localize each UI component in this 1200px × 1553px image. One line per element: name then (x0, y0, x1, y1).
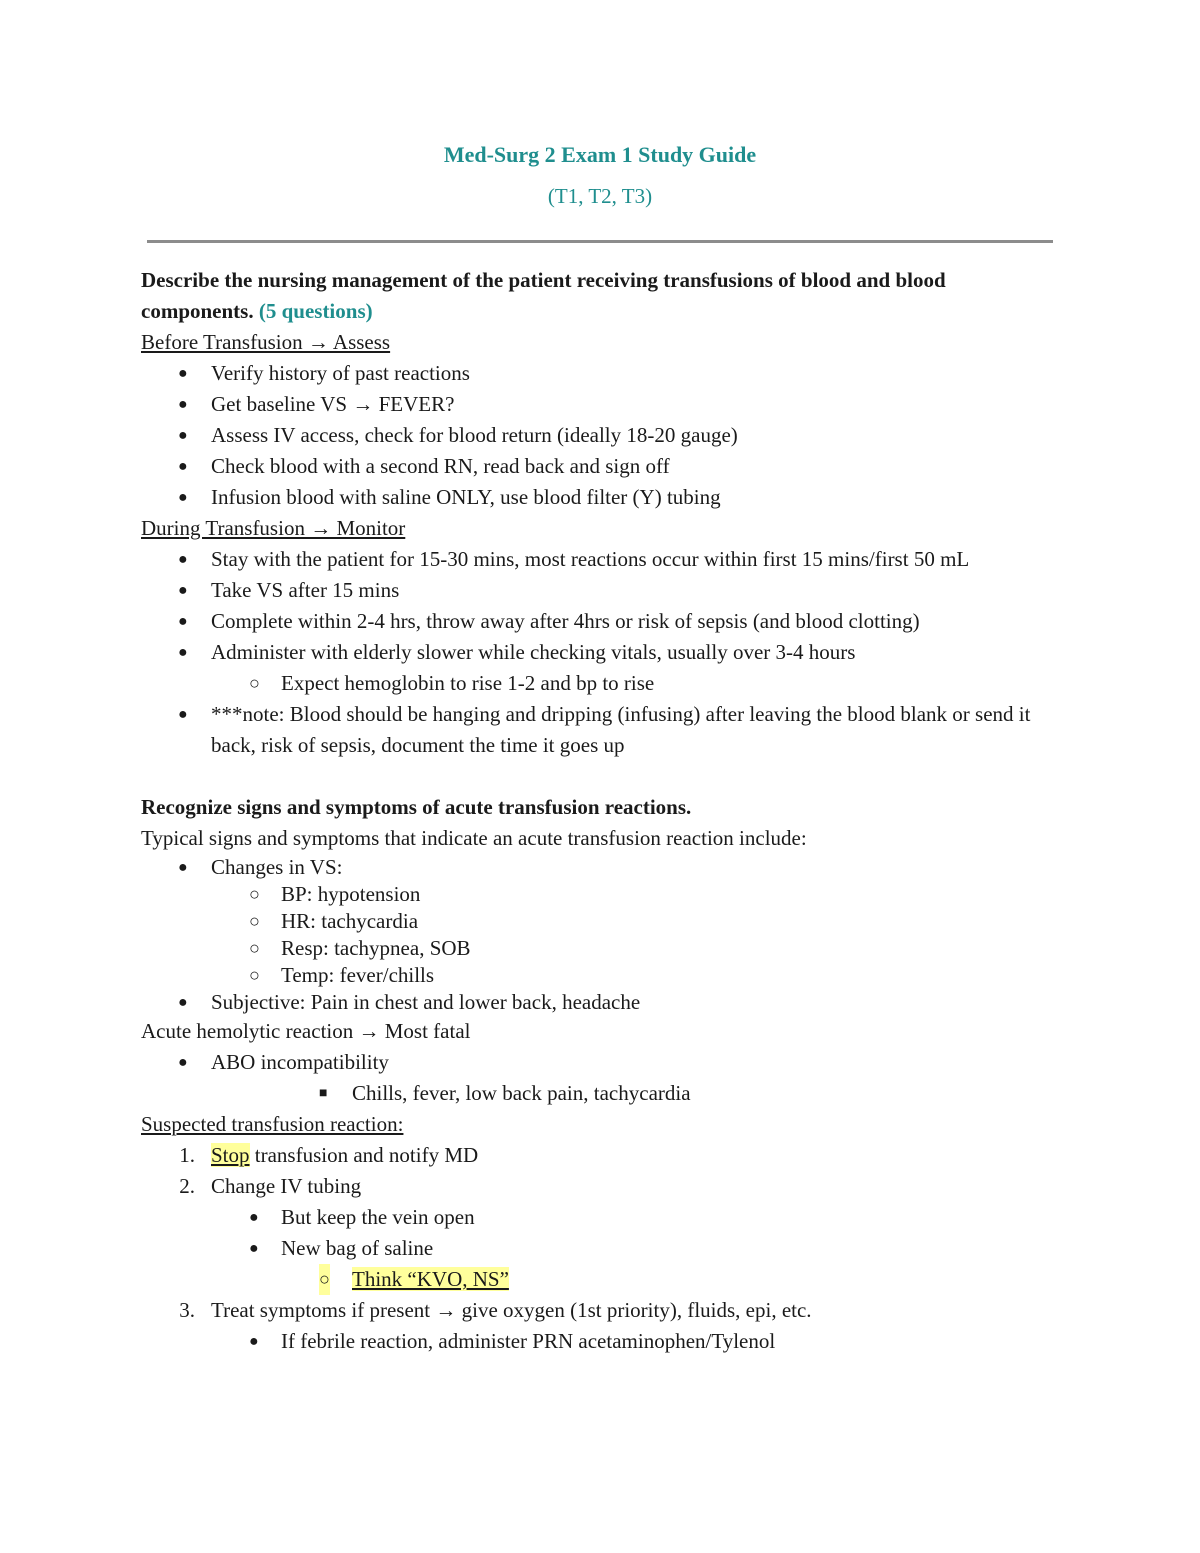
bullet-icon: ● (249, 1209, 259, 1226)
suspected-reaction-label: Suspected transfusion reaction: (141, 1112, 404, 1136)
hemolytic-list (141, 1047, 1051, 1109)
bullet-icon: ● (178, 1054, 188, 1071)
bullet-icon: ● (178, 365, 188, 382)
vs-list (141, 854, 1051, 1016)
bullet-icon: ● (249, 1333, 259, 1350)
list-item: 1. Stop transfusion and notify MD (179, 1143, 479, 1167)
list-subitem: ■ Chills, fever, low back pain, tachycardia (141, 1078, 1051, 1109)
list-item: ● Changes in VS: (178, 855, 343, 879)
circle-bullet-icon: ○ (249, 938, 260, 958)
highlighted-text: Stop (211, 1143, 250, 1167)
before-transfusion-list (141, 358, 1051, 513)
list-subitem: ○ Resp: tachypnea, SOB (249, 936, 471, 960)
document-body (141, 265, 1051, 1357)
bullet-icon: ● (178, 458, 188, 475)
bullet-icon: ● (178, 994, 188, 1011)
list-item: ● ***note: Blood should be hanging and dripping (infusing) after leaving the blood blank or send it back, risk of sepsis, document the time it goes up (141, 699, 1051, 761)
suspected-reaction-steps (141, 1140, 1051, 1357)
document-title: Med-Surg 2 Exam 1 Study Guide (443, 142, 757, 167)
circle-bullet-icon: ○ (249, 884, 260, 904)
horizontal-divider (147, 240, 1053, 243)
bullet-icon: ● (249, 1240, 259, 1257)
list-item: ● Assess IV access, check for blood return (ideally 18-20 gauge) (141, 420, 1051, 451)
list-subitem: ● If febrile reaction, administer PRN acetaminophen/Tylenol (141, 1326, 1051, 1357)
list-item: ● Infusion blood with saline ONLY, use blood filter (Y) tubing (141, 482, 1051, 513)
list-item: 2. Change IV tubing (179, 1174, 362, 1198)
list-item: ● Stay with the patient for 15-30 mins, most reactions occur within first 15 mins/first 50 mL (141, 544, 1051, 575)
square-bullet-icon: ■ (319, 1086, 328, 1101)
list-subitem: ○ Expect hemoglobin to rise 1-2 and bp to rise (141, 668, 1051, 699)
circle-bullet-icon: ○ (249, 965, 260, 985)
list-item: ● Get baseline VS → FEVER? (141, 389, 1051, 420)
bullet-icon: ● (178, 706, 188, 723)
section2-heading: Recognize signs and symptoms of acute transfusion reactions. (141, 795, 692, 819)
list-subitem: ● But keep the vein open (141, 1202, 1051, 1233)
list-subitem (141, 1264, 1051, 1295)
list-item: ● Verify history of past reactions (141, 358, 1051, 389)
list-subitem: ○ BP: hypotension (249, 882, 421, 906)
list-subitem: ○ HR: tachycardia (249, 909, 419, 933)
list-subitem: ○ Temp: fever/chills (249, 963, 435, 987)
section2-intro: Typical signs and symptoms that indicate an acute transfusion reaction include: (141, 826, 807, 850)
bullet-icon: ● (178, 644, 188, 661)
list-item: ● Subjective: Pain in chest and lower back, headache (178, 990, 641, 1014)
bullet-icon: ● (178, 427, 188, 444)
during-transfusion-list (141, 544, 1051, 761)
circle-bullet-icon: ○ (249, 673, 260, 693)
hemolytic-label: Acute hemolytic reaction → Most fatal (141, 1019, 471, 1043)
list-item: ● ABO incompatibility (141, 1047, 1051, 1078)
during-transfusion-label: During Transfusion → Monitor (141, 516, 406, 540)
bullet-icon: ● (178, 396, 188, 413)
bullet-icon: ● (178, 489, 188, 506)
bullet-icon: ● (178, 582, 188, 599)
bullet-icon: ● (178, 613, 188, 630)
circle-bullet-icon: ○ (319, 1264, 330, 1295)
list-item: ● Take VS after 15 mins (141, 575, 1051, 606)
list-item: ● Administer with elderly slower while checking vitals, usually over 3-4 hours (141, 637, 1051, 668)
before-transfusion-label: Before Transfusion → Assess (141, 330, 391, 354)
document-subtitle: (T1, T2, T3) (547, 184, 653, 208)
list-item: ● Complete within 2-4 hrs, throw away after 4hrs or risk of sepsis (and blood clotting) (141, 606, 1051, 637)
list-subitem: ● New bag of saline (141, 1233, 1051, 1264)
bullet-icon: ● (178, 551, 188, 568)
question-count: (5 questions) (258, 299, 373, 323)
bullet-icon: ● (178, 859, 188, 876)
list-item: 3. Treat symptoms if present → give oxygen (1st priority), fluids, epi, etc. (179, 1298, 812, 1322)
circle-bullet-icon: ○ (249, 911, 260, 931)
highlighted-text: Think “KVO, NS” (352, 1267, 509, 1291)
section1-heading: Describe the nursing management of the patient receiving transfusions of blood and blood components. (5 questions) (141, 268, 946, 323)
list-item: ● Check blood with a second RN, read back and sign off (141, 451, 1051, 482)
